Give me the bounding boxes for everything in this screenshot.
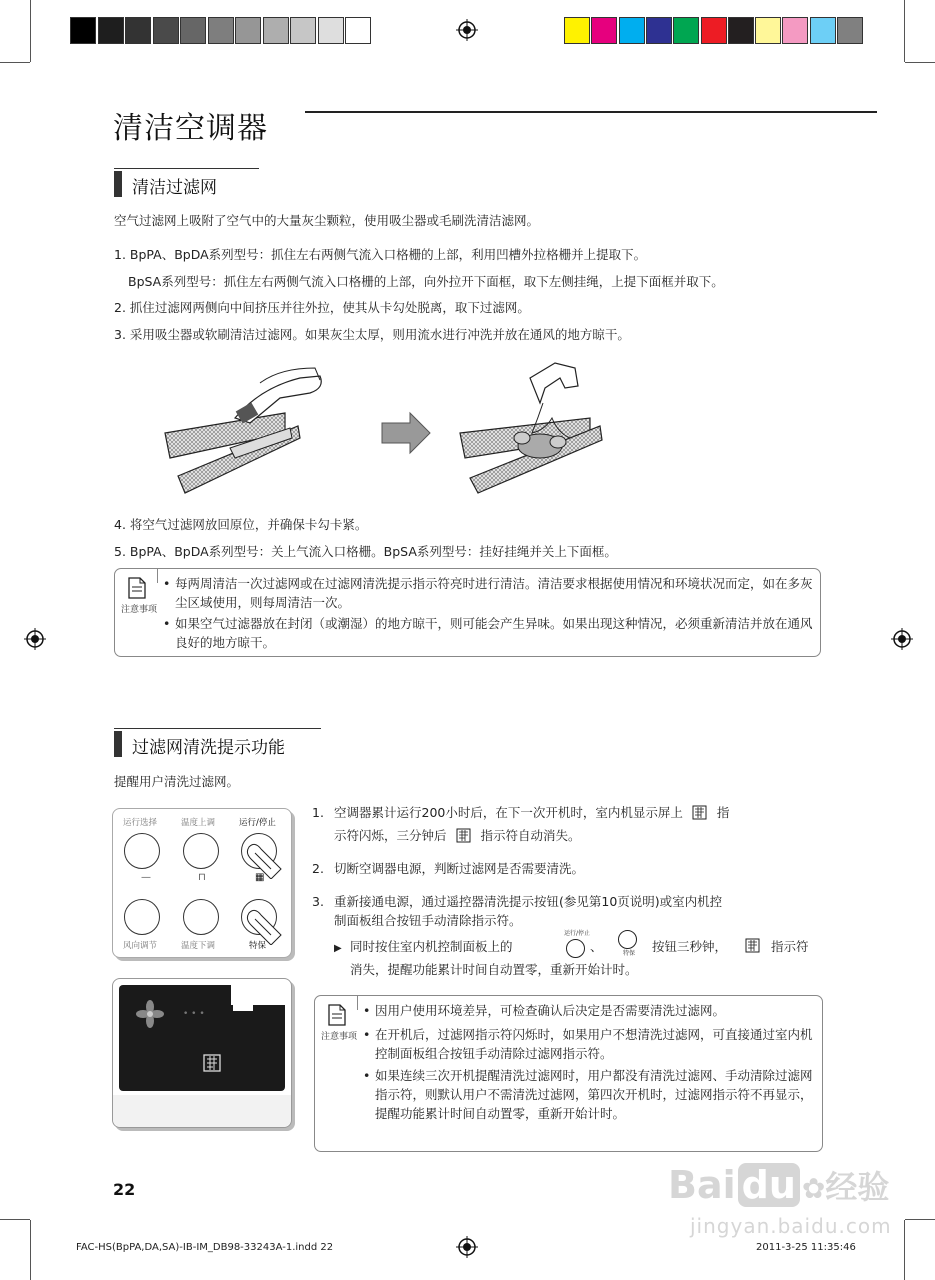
note-divider xyxy=(357,996,358,1010)
gray-swatch xyxy=(125,17,151,44)
panel-button-label: 运行/停止 xyxy=(239,818,276,828)
indicator-dots: • • • xyxy=(183,1009,205,1019)
page-number: 22 xyxy=(113,1180,136,1199)
filter-rinse-icon xyxy=(460,363,602,493)
instruction-step: 3. 采用吸尘器或软刷清洁过滤网。如果灰尘太厚，则用流水进行冲洗并放在通风的地方晾干。 xyxy=(114,327,630,342)
registration-mark-icon xyxy=(456,1236,478,1258)
arrow-right-icon xyxy=(382,413,430,453)
process-color-swatch xyxy=(782,17,808,44)
registration-mark-icon xyxy=(456,19,478,41)
instruction-step: 1. BpPA、BpDA系列型号：抓住左右两侧气流入口格栅的上部，利用凹槽外拉格栅并上提取下。 xyxy=(114,247,647,262)
instruction-step: 2. 抓住过滤网两侧向中间挤压并往外拉，使其从卡勾处脱离，取下过滤网。 xyxy=(114,300,530,315)
filter-with-brush-icon xyxy=(165,368,321,493)
filter-indicator-icon xyxy=(692,805,708,820)
gray-swatch xyxy=(180,17,206,44)
process-color-swatch xyxy=(673,17,699,44)
print-slug-timestamp: 2011-3-25 11:35:46 xyxy=(756,1242,856,1253)
panel-button-label: 温度下调 xyxy=(181,941,216,951)
gray-swatch xyxy=(153,17,179,44)
run-stop-button-icon: 运行/停止 xyxy=(564,930,586,962)
gray-swatch xyxy=(70,17,96,44)
lock-icon: ⊓ xyxy=(198,872,206,883)
temp-up-button[interactable] xyxy=(183,833,219,869)
registration-mark-icon xyxy=(24,628,46,650)
process-color-swatch xyxy=(728,17,754,44)
panel-button-label: 风向调节 xyxy=(123,941,158,951)
gray-swatch xyxy=(235,17,261,44)
indoor-display-panel xyxy=(112,978,292,1128)
note-item: • 如果连续三次开机提醒清洗过滤网时，用户都没有清洗过滤网、手动清除过滤网指示符，则默认用户不需清洗过滤网，第四次开机时，过滤网指示符不再显示，提醒功能累计时间自动置零，重新开始计时。 xyxy=(363,1068,813,1121)
filter-cleaning-illustration xyxy=(160,358,610,503)
panel-button-label: 温度上调 xyxy=(181,818,216,828)
crop-mark xyxy=(904,1220,905,1280)
crop-mark xyxy=(905,1219,935,1220)
crop-mark xyxy=(30,0,31,62)
reminder-sub-step: ▶ 同时按住室内机控制面板上的 运行/停止 、 特保 按钮三秒钟， 指示符 消失，提醒功能累计时间自动置零，重新开始计时。 xyxy=(334,930,809,977)
crop-mark xyxy=(0,62,30,63)
crop-mark xyxy=(0,1219,30,1220)
baidu-jingyan-watermark: Bai du ✿经验 xyxy=(668,1163,890,1207)
display-base xyxy=(113,1095,291,1127)
section-heading-text: 清洁过滤网 xyxy=(132,178,217,198)
process-color-swatch xyxy=(810,17,836,44)
paw-icon: ✿ xyxy=(801,1172,826,1205)
instruction-step: 5. BpPA、BpDA系列型号：关上气流入口格栅。BpSA系列型号：挂好挂绳并关上下面框。 xyxy=(114,544,617,559)
gray-swatch xyxy=(345,17,371,44)
crop-mark xyxy=(905,62,935,63)
swing-button[interactable] xyxy=(124,899,160,935)
registration-mark-icon xyxy=(891,628,913,650)
gray-swatch xyxy=(290,17,316,44)
process-color-swatch xyxy=(701,17,727,44)
process-color-swatch xyxy=(646,17,672,44)
crop-mark xyxy=(904,0,905,62)
process-color-swatch xyxy=(837,17,863,44)
fan-icon xyxy=(135,999,165,1029)
gray-swatch xyxy=(208,17,234,44)
play-arrow-icon: ▶ xyxy=(334,943,342,954)
special-button-icon: 特保 xyxy=(617,930,639,962)
note-document-icon xyxy=(327,1004,347,1026)
note-label: 注意事项 xyxy=(121,605,158,615)
panel-button-label: 运行选择 xyxy=(123,818,158,828)
gray-swatch xyxy=(98,17,124,44)
gray-swatch xyxy=(318,17,344,44)
temp-down-button[interactable] xyxy=(183,899,219,935)
process-color-swatch xyxy=(591,17,617,44)
section-intro: 空气过滤网上吸附了空气中的大量灰尘颗粒，使用吸尘器或毛刷洗清洁滤网。 xyxy=(114,213,540,228)
section-heading-text: 过滤网清洗提示功能 xyxy=(132,738,285,758)
panel-button-label: 特保 xyxy=(249,941,267,951)
page-title: 清洁空调器 xyxy=(113,111,268,146)
gray-swatch xyxy=(263,17,289,44)
note-item: • 如果空气过滤器放在封闭（或潮湿）的地方晾干，则可能会产生异味。如果出现这种情况，必须重新清洁并放在通风良好的地方晾干。 xyxy=(163,616,813,650)
filter-indicator-icon xyxy=(456,828,472,843)
filter-indicator-icon xyxy=(203,1054,221,1072)
finger-press-icon xyxy=(241,839,291,879)
note-item: • 每两周清洁一次过滤网或在过滤网清洗提示指示符亮时进行清洁。清洁要求根据使用情况和环境状况而定，如在多灰尘区域使用，则每周清洁一次。 xyxy=(163,576,813,610)
caution-note-box xyxy=(114,568,821,657)
note-item: • 因用户使用环境差异，可检查确认后决定是否需要清洗过滤网。 xyxy=(363,1003,726,1018)
title-rule xyxy=(305,111,877,113)
section-intro: 提醒用户清洗过滤网。 xyxy=(114,774,240,789)
process-color-swatch xyxy=(619,17,645,44)
instruction-step: BpSA系列型号：抓住左右两侧气流入口格栅的上部，向外拉开下面框，取下左侧挂绳，上提下面框并取下。 xyxy=(128,274,724,289)
panel-icon-row: — xyxy=(141,872,151,883)
note-label: 注意事项 xyxy=(321,1032,358,1042)
crop-mark xyxy=(30,1220,31,1280)
display-mask xyxy=(233,1001,253,1011)
process-color-swatch xyxy=(755,17,781,44)
note-divider xyxy=(157,569,158,583)
caution-note-box xyxy=(314,995,823,1152)
note-document-icon xyxy=(127,577,147,599)
mode-select-button[interactable] xyxy=(124,833,160,869)
filter-indicator-icon: ▦ xyxy=(255,872,265,883)
instruction-step: 4. 将空气过滤网放回原位，并确保卡勾卡紧。 xyxy=(114,517,368,532)
finger-press-icon xyxy=(241,905,291,945)
watermark-url: jingyan.baidu.com xyxy=(690,1214,892,1238)
indoor-control-panel xyxy=(112,808,292,958)
note-item: • 在开机后，过滤网指示符闪烁时，如果用户不想清洗过滤网，可直接通过室内机控制面板组合按钮手动清除过滤网指示符。 xyxy=(363,1027,813,1061)
print-slug-filename: FAC-HS(BpPA,DA,SA)-IB-IM_DB98-33243A-1.indd 22 xyxy=(76,1242,334,1253)
filter-indicator-icon xyxy=(745,938,761,953)
process-color-swatch xyxy=(564,17,590,44)
